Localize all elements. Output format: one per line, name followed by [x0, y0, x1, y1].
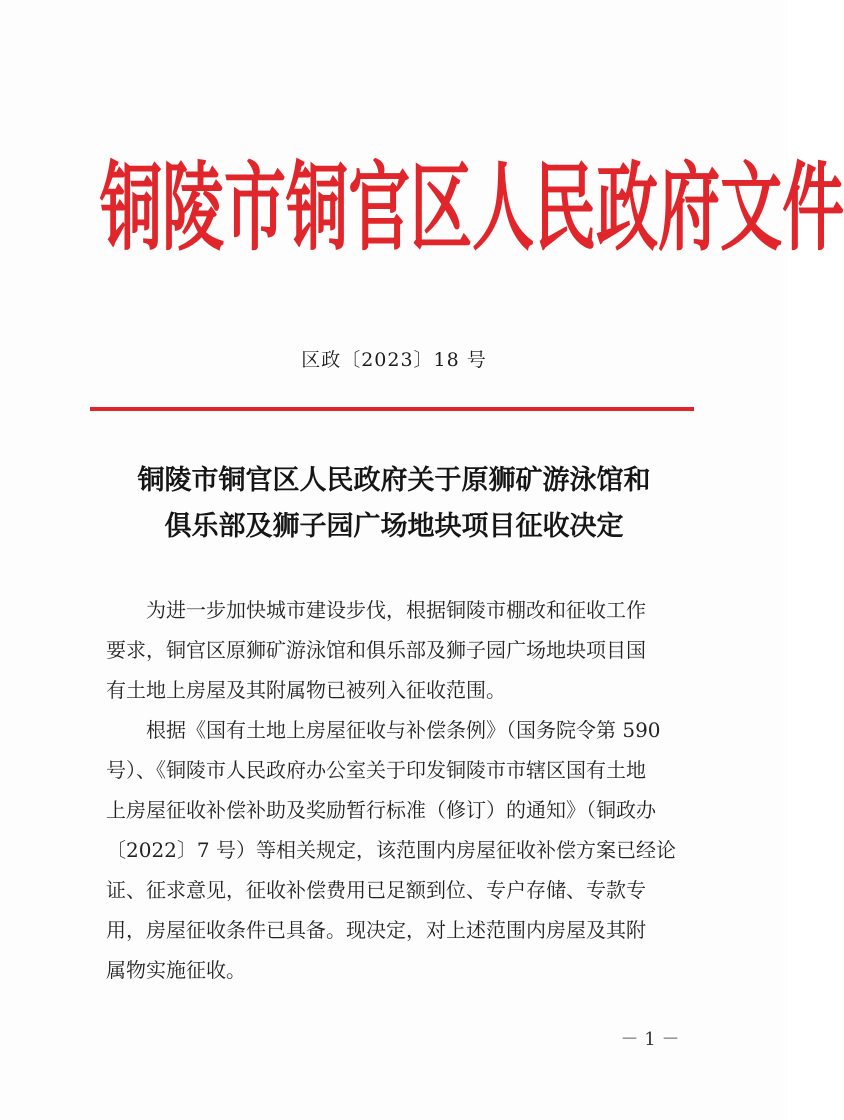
body-line: 根据《国有土地上房屋征收与补偿条例》（国务院令第 590	[146, 718, 661, 742]
body-line: 证、征求意见，征收补偿费用已足额到位、专户存储、专款专	[106, 878, 646, 902]
body-line: 用，房屋征收条件已具备。现决定，对上述范围内房屋及其附	[106, 918, 646, 942]
masthead-char: 文	[720, 150, 783, 265]
title-line: 铜陵市铜官区人民政府关于原狮矿游泳馆和	[137, 465, 651, 496]
masthead-char: 市	[224, 150, 287, 265]
masthead-char: 铜	[286, 150, 349, 265]
red-divider-line	[90, 407, 694, 411]
body-line: 要求，铜官区原狮矿游泳馆和俱乐部及狮子园广场地块项目国	[106, 638, 646, 662]
masthead-char: 府	[658, 150, 721, 265]
page-number: － 1 －	[620, 1029, 680, 1050]
document-number: 区政〔2023〕18 号	[301, 349, 487, 371]
body-line: 上房屋征收补偿补助及奖励暂行标准（修订）的通知》（铜政办	[106, 798, 656, 822]
masthead-char: 人	[472, 150, 535, 265]
document-title	[80, 458, 708, 550]
masthead-char: 官	[348, 150, 411, 265]
masthead-char: 件	[782, 150, 844, 265]
masthead-char: 铜	[100, 150, 163, 265]
body-line: 有土地上房屋及其附属物已被列入征收范围。	[106, 678, 506, 702]
masthead-char: 区	[410, 150, 473, 265]
body-line: 属物实施征收。	[106, 958, 246, 982]
masthead-char: 政	[596, 150, 659, 265]
masthead-char: 陵	[162, 150, 225, 265]
masthead-char: 民	[534, 150, 597, 265]
body-line: 〔2022〕7 号）等相关规定，该范围内房屋征收补偿方案已经论	[106, 838, 676, 862]
masthead-title	[100, 150, 844, 265]
paragraph-2	[106, 710, 689, 990]
title-line: 俱乐部及狮子园广场地块项目征收决定	[164, 511, 624, 542]
body-line: 号）、《铜陵市人民政府办公室关于印发铜陵市市辖区国有土地	[106, 758, 646, 782]
paragraph-1	[106, 590, 689, 710]
body-line: 为进一步加快城市建设步伐，根据铜陵市棚改和征收工作	[146, 598, 646, 622]
document-body	[106, 590, 689, 990]
